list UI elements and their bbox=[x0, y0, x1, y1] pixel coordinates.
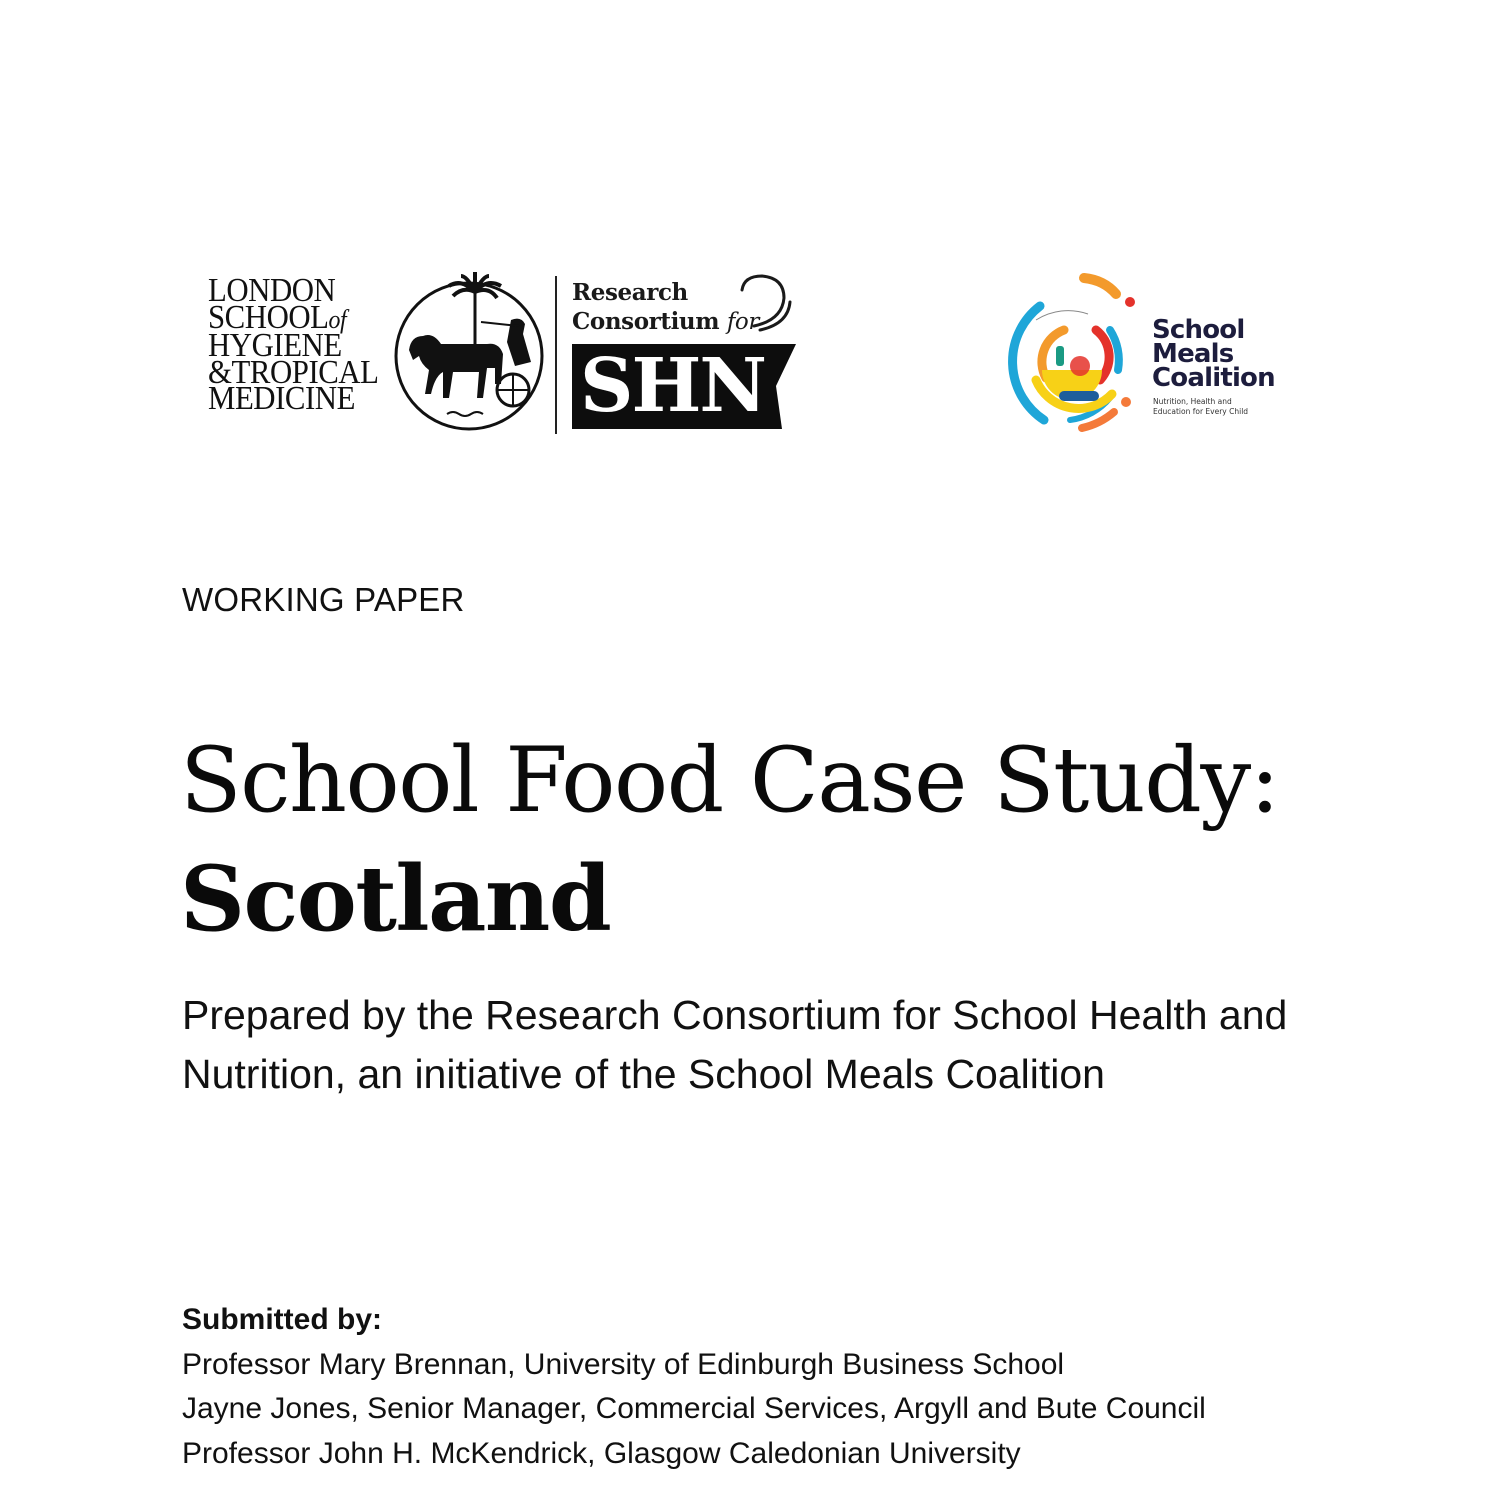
rcshn-line-research: Research bbox=[572, 279, 688, 306]
lshtm-line-london: LONDON bbox=[208, 272, 336, 309]
smc-wordmark bbox=[1152, 315, 1275, 393]
chariot-seal-icon bbox=[391, 272, 547, 432]
rcshn-consortium-text: Consortium bbox=[572, 308, 720, 335]
page-title bbox=[180, 722, 1279, 958]
logo-divider bbox=[555, 276, 557, 434]
smc-name-line-2: Meals bbox=[1152, 339, 1234, 369]
author-entry: Jayne Jones, Senior Manager, Commercial Services, Argyll and Bute Council bbox=[182, 1392, 1206, 1425]
plate-rings-icon bbox=[1000, 270, 1140, 438]
smc-tagline bbox=[1153, 397, 1248, 417]
title-line-2: Scotland bbox=[180, 846, 611, 952]
lshtm-school-text: SCHOOL bbox=[208, 298, 329, 336]
smc-logo bbox=[1000, 270, 1295, 440]
subtitle: Prepared by the Research Consortium for School Health and Nutrition, an initiative of the School Meals Coalition bbox=[182, 992, 1288, 1097]
author-entry: Professor Mary Brennan, University of Edinburgh Business School bbox=[182, 1347, 1065, 1381]
document-type-label: WORKING PAPER bbox=[182, 581, 465, 618]
submitted-by-section bbox=[182, 1298, 1206, 1476]
rcshn-for-text: for bbox=[726, 309, 759, 335]
smc-tagline-line-2: Education for Every Child bbox=[1153, 407, 1249, 416]
smc-name-line-1: School bbox=[1152, 315, 1245, 345]
rcshn-logo bbox=[570, 272, 802, 432]
lshtm-wordmark bbox=[208, 272, 379, 417]
lshtm-line-medicine: MEDICINE bbox=[208, 380, 355, 417]
lshtm-line-hygiene: HYGIENE bbox=[208, 327, 342, 364]
lshtm-of-text: of bbox=[328, 304, 347, 334]
lshtm-line-tropical: &TROPICAL bbox=[208, 353, 379, 391]
smc-name-line-3: Coalition bbox=[1152, 363, 1275, 393]
submitted-by-heading: Submitted by: bbox=[182, 1303, 382, 1336]
smc-tagline-line-1: Nutrition, Health and bbox=[1153, 397, 1232, 406]
swirl-icon bbox=[730, 272, 800, 334]
lshtm-logo bbox=[208, 272, 553, 432]
title-line-1: School Food Case Study: bbox=[180, 728, 1279, 833]
shn-acronym: SHN bbox=[580, 343, 765, 429]
author-entry: Professor John H. McKendrick, Glasgow Caledonian University bbox=[182, 1436, 1021, 1470]
